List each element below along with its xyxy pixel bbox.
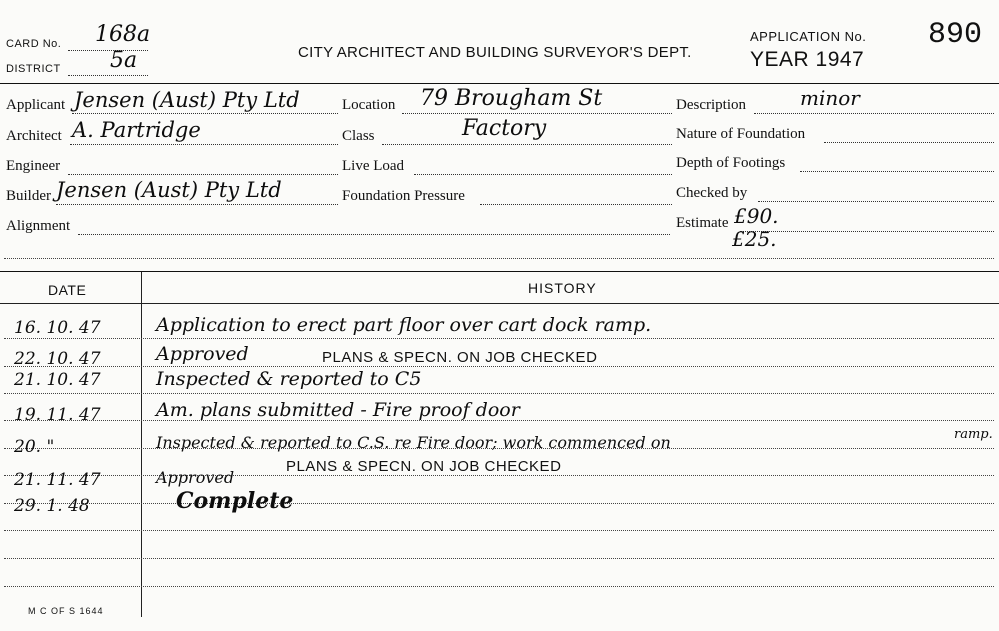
description-value: minor <box>800 86 860 110</box>
history-date: 21. 10. 47 <box>14 370 101 390</box>
history-entry: Application to erect part floor over cart dock ramp. <box>156 314 652 336</box>
estimate-value-2: £25. <box>732 227 777 251</box>
class-value: Factory <box>462 116 547 141</box>
architect-value: A. Partridge <box>72 118 201 142</box>
column-divider <box>141 272 142 617</box>
card-no-label: CARD No. <box>6 38 62 50</box>
history-entry: Inspected & reported to C5 <box>156 368 422 390</box>
history-entry: Am. plans submitted - Fire proof door <box>156 399 520 421</box>
history-date: 16. 10. 47 <box>14 318 101 338</box>
department-title: CITY ARCHITECT AND BUILDING SURVEYOR'S DEPT. <box>298 44 692 61</box>
builder-label: Builder <box>6 188 51 204</box>
estimate-label: Estimate <box>676 215 729 231</box>
foundation-pressure-label: Foundation Pressure <box>342 188 465 204</box>
district-value: 5a <box>110 48 138 73</box>
history-entry: Inspected & reported to C.S. re Fire door; work commenced on <box>156 433 671 452</box>
history-date: 20. " <box>14 437 55 457</box>
alignment-label: Alignment <box>6 218 71 234</box>
district-label: DISTRICT <box>6 63 61 75</box>
date-column-header: DATE <box>48 282 87 298</box>
history-entry-extra: ramp. <box>954 427 993 442</box>
live-load-label: Live Load <box>342 158 405 174</box>
form-code: M C OF S 1644 <box>28 606 104 616</box>
history-date: 19. 11. 47 <box>14 405 101 425</box>
nature-of-foundation-label: Nature of Foundation <box>676 126 806 142</box>
history-date: 21. 11. 47 <box>14 470 101 490</box>
location-label: Location <box>342 97 396 113</box>
application-no-label: APPLICATION No. <box>750 29 867 44</box>
applicant-label: Applicant <box>6 97 66 113</box>
architect-label: Architect <box>6 128 62 144</box>
history-date: 29. 1. 48 <box>14 496 90 516</box>
depth-of-footings-label: Depth of Footings <box>676 155 786 171</box>
description-label: Description <box>676 97 746 113</box>
estimate-value-1: £90. <box>734 204 779 228</box>
applicant-value: Jensen (Aust) Pty Ltd <box>74 88 300 112</box>
engineer-label: Engineer <box>6 158 61 174</box>
location-value: 79 Brougham St <box>420 86 603 111</box>
approval-stamp: PLANS & SPECN. ON JOB CHECKED <box>322 349 598 366</box>
application-no-value: 890 <box>928 18 983 52</box>
card-no-value: 168a <box>95 22 151 47</box>
approval-stamp: PLANS & SPECN. ON JOB CHECKED <box>286 458 562 475</box>
history-entry: Approved <box>156 343 249 365</box>
year-label: YEAR 1947 <box>750 48 865 71</box>
builder-value: Jensen (Aust) Pty Ltd <box>56 178 282 202</box>
class-label: Class <box>342 128 375 144</box>
history-entry: Complete <box>176 488 294 514</box>
history-column-header: HISTORY <box>528 280 597 296</box>
history-entry: Approved <box>156 468 235 487</box>
history-date: 22. 10. 47 <box>14 349 101 369</box>
checked-by-label: Checked by <box>676 185 748 201</box>
